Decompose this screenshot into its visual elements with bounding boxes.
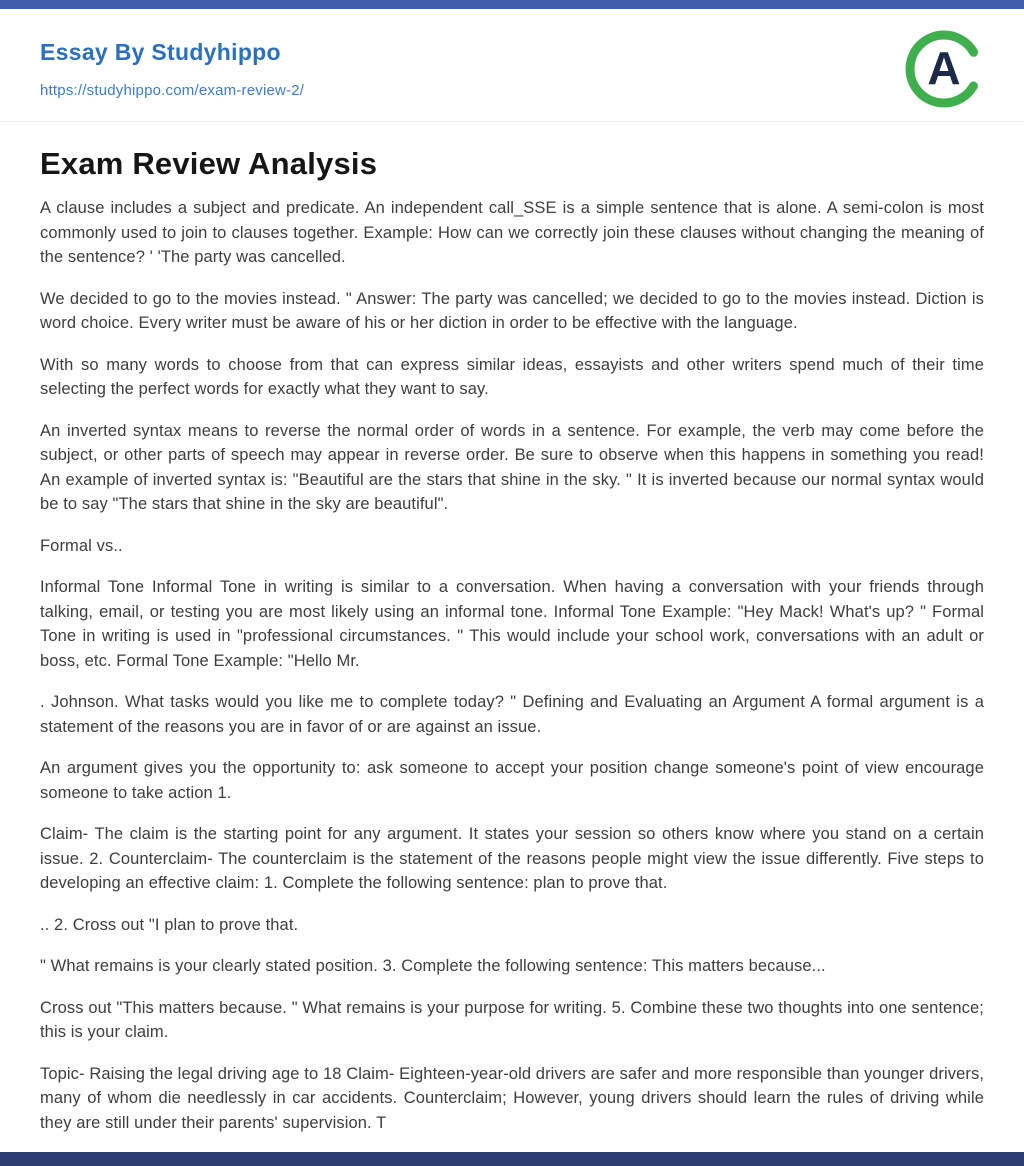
page-url-link[interactable]: https://studyhippo.com/exam-review-2/ xyxy=(40,82,305,99)
paragraph: Claim- The claim is the starting point for any argument. It states your session so others know where you stand on a certain issue. 2. Counterclaim- The counterclaim is the statement of the reasons people might view the issue differently. Five steps to developing an effective claim: 1. Complete the following sentence: plan to prove that. xyxy=(40,825,984,892)
paragraph: Formal vs.. xyxy=(40,536,123,555)
paragraph: .. 2. Cross out "I plan to prove that. xyxy=(40,915,299,934)
paragraph: We decided to go to the movies instead. " Answer: The party was cancelled; we decided to go to the movies instead. Diction is word choice. Every writer must be aware of his or her diction in order to be effective with the language. xyxy=(40,289,984,332)
paragraph: With so many words to choose from that can express similar ideas, essayists and other writers spend much of their time selecting the perfect words for exactly what they want to say. xyxy=(40,355,984,398)
top-accent-bar xyxy=(0,0,1024,9)
paragraph: Topic- Raising the legal driving age to 18 Claim- Eighteen-year-old drivers are safer and more responsible than younger drivers, many of whom die needlessly in car accidents. Counterclaim; However, young drivers should learn the rules of driving while they are still under their parents' supervision. T xyxy=(40,1064,984,1132)
site-header xyxy=(0,9,1024,122)
site-title-link[interactable]: Essay By Studyhippo xyxy=(40,39,281,65)
logo-letter: A xyxy=(927,42,961,94)
paragraph: Cross out "This matters because. " What remains is your purpose for writing. 5. Combine these two thoughts into one sentence; this is your claim. xyxy=(40,998,984,1041)
studyhippo-logo[interactable] xyxy=(904,29,984,109)
essay-body xyxy=(40,196,984,1135)
paragraph: An inverted syntax means to reverse the normal order of words in a sentence. For example, the verb may come before the subject, or other parts of speech may appear in reverse order. Be sure to observe when this happens in something you read! An example of inverted syntax is: "Beautiful are the stars that shine in the sky. " It is inverted because our normal syntax would be to say "The stars that shine in the sky are beautiful". xyxy=(40,421,984,513)
paragraph: A clause includes a subject and predicate. An independent call_SSE is a simple sentence that is alone. A semi-colon is most commonly used to join to clauses together. Example: How can we correctly join these clauses without changing the meaning of the sentence? ' 'The party was cancelled. xyxy=(40,199,984,266)
paragraph: " What remains is your clearly stated position. 3. Complete the following sentence: This matters because... xyxy=(40,957,826,975)
footer-accent-bar xyxy=(0,1152,1024,1166)
article-content xyxy=(0,122,1024,1152)
article-title: Exam Review Analysis xyxy=(40,146,378,181)
paragraph: An argument gives you the opportunity to: ask someone to accept your position change someone's point of view encourage someone to take action 1. xyxy=(40,759,984,802)
paragraph: Informal Tone Informal Tone in writing is similar to a conversation. When having a conversation with your friends through talking, email, or testing you are most likely using an informal tone. Informal Tone Example: "Hey Mack! What's up? " Formal Tone in writing is used in "professional circumstances. " This would include your school work, conversations with an adult or boss, etc. Formal Tone Example: "Hello Mr. xyxy=(40,578,984,670)
paragraph: . Johnson. What tasks would you like me to complete today? " Defining and Evaluating an Argument A formal argument is a statement of the reasons you are in favor of or are against an issue. xyxy=(40,693,984,736)
